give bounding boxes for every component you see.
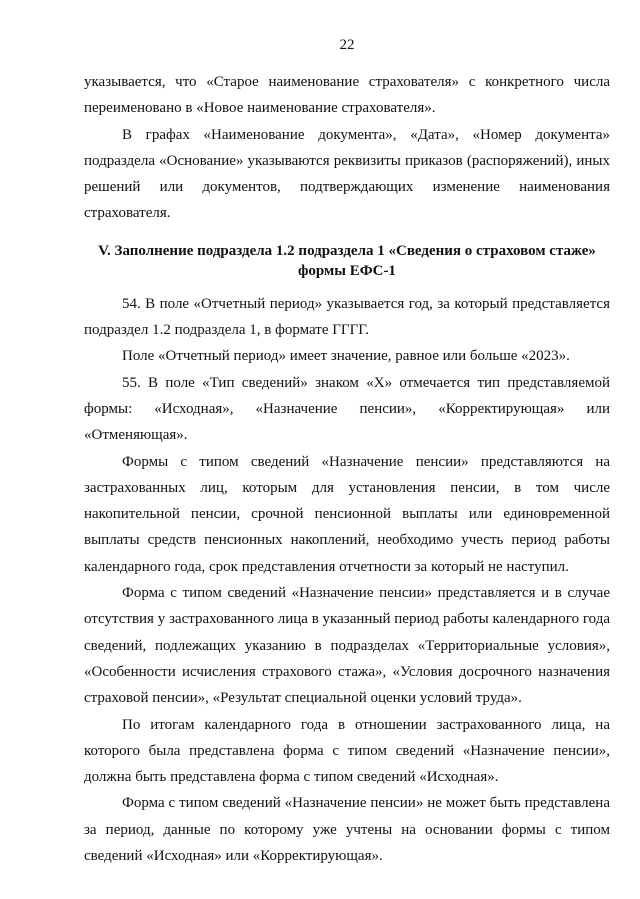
paragraph-document-details: В графах «Наименование документа», «Дата», «Номер документа» подраздела «Основание» указываются реквизиты приказов (распоряжений), иных решений или документов, подтверждающих изменение наименования страхователя. — [84, 126, 610, 222]
section-heading: V. Заполнение подраздела 1.2 подраздела 1 «Сведения о страховом стаже» формы ЕФС-1 — [98, 242, 596, 279]
paragraph-reporting-period-value: Поле «Отчетный период» имеет значение, равное или больше «2023». — [122, 348, 570, 365]
paragraph-pension-forms: Формы с типом сведений «Назначение пенсии» представляются на застрахованных лиц, которым для установления пенсии, в том числе накопительной пенсии, срочной пенсионной выплаты или единовременной выплаты средств пенсионных накоплений, необходимо учесть период работы календарного года, срок представления отчетности за который не наступил. — [84, 453, 610, 575]
paragraph-pension-form-restriction: Форма с типом сведений «Назначение пенсии» не может быть представлена за период, данные по которому уже учтены на основании формы с типом сведений «Исходная» или «Корректирующая». — [84, 795, 610, 865]
paragraph-55: 55. В поле «Тип сведений» знаком «Х» отмечается тип представляемой формы: «Исходная», «Назначение пенсии», «Корректирующая» или «Отменяющая». — [84, 374, 610, 444]
paragraph-year-results: По итогам календарного года в отношении застрахованного лица, на которого была представлена форма с типом сведений «Назначение пенсии», должна быть представлена форма с типом сведений «Исходная». — [84, 716, 610, 786]
page-number: 22 — [339, 37, 355, 53]
paragraph-continuation: указывается, что «Старое наименование страхователя» с конкретного числа переименовано в «Новое наименование страхователя». — [84, 74, 610, 117]
paragraph-54: 54. В поле «Отчетный период» указывается год, за который представляется подраздел 1.2 подраздела 1, в формате ГГГГ. — [84, 295, 610, 339]
paragraph-pension-form-absence: Форма с типом сведений «Назначение пенсии» представляется и в случае отсутствия у застрахованного лица в указанный период работы календарного года сведений, подлежащих указанию в подразделах «Территориальные условия», «Особенности исчисления страхового стажа», «Условия досрочного назначения страховой пенсии», «Результат специальной оценки условий труда». — [84, 585, 610, 707]
